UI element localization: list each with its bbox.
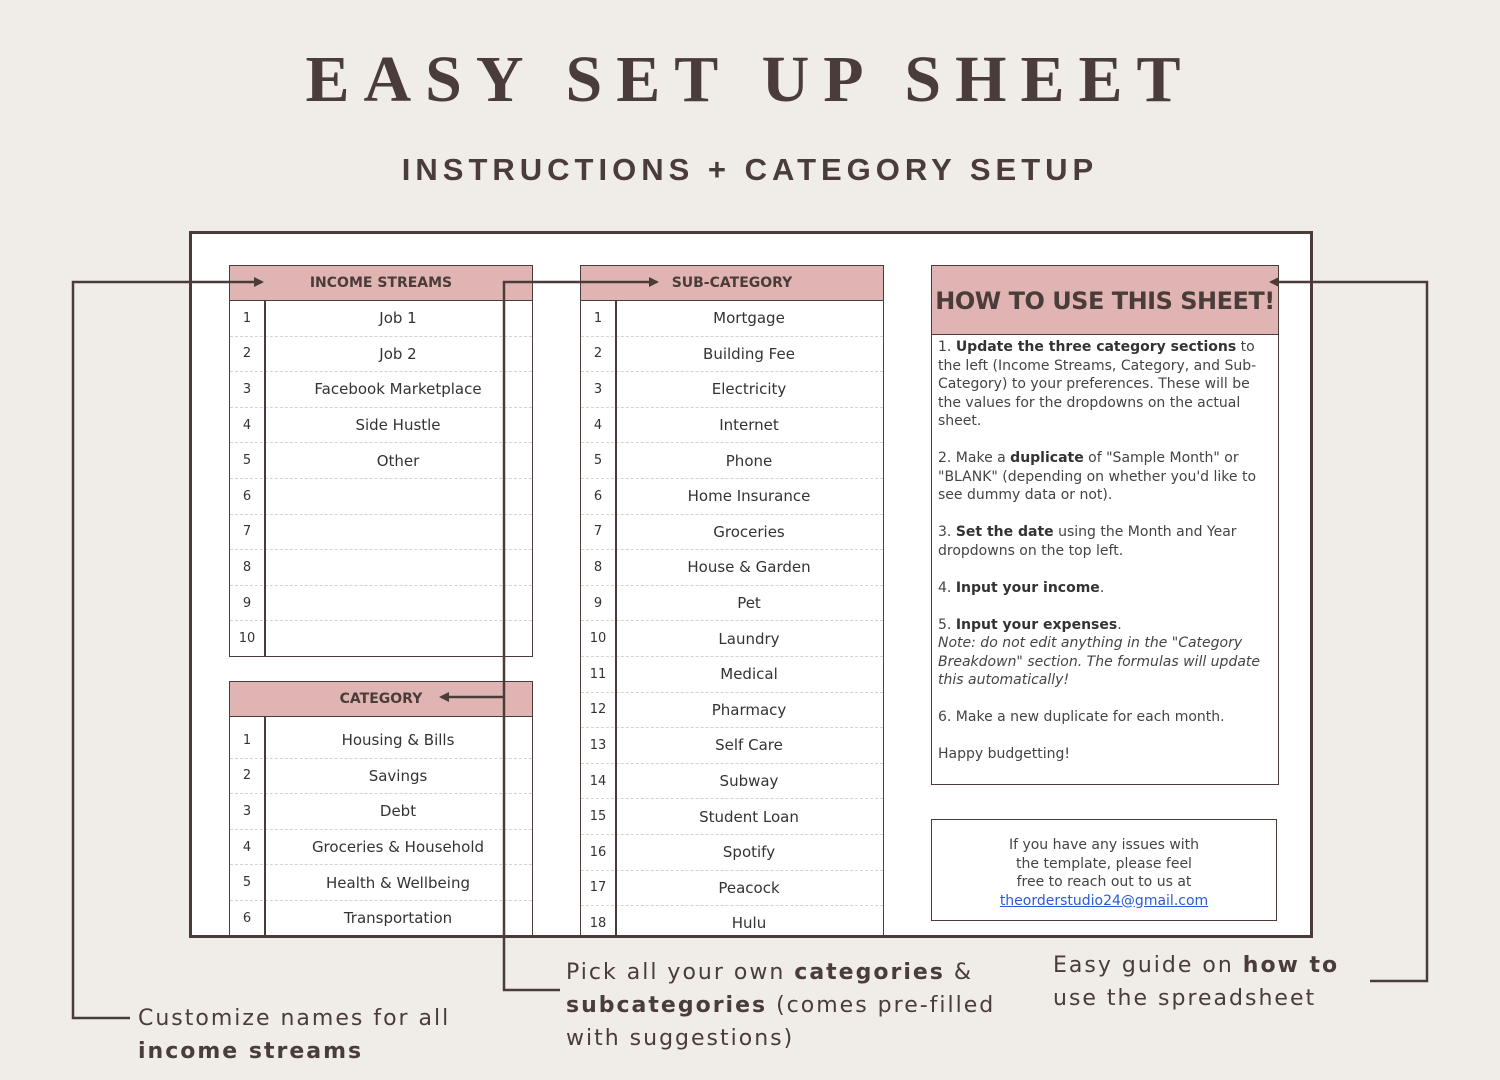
guide-caption-line-2: use the spreadsheet [1053,986,1317,1011]
income-streams-table [229,265,533,657]
income-stream-row-number: 1 [242,310,252,326]
category-row-value[interactable]: Transportation [343,909,453,928]
category-caption-amp: & [944,960,974,985]
category-row[interactable] [230,759,532,795]
sub-category-row[interactable] [581,372,883,408]
income-stream-row[interactable] [230,337,532,373]
sub-category-row-number: 12 [589,702,607,718]
income-stream-row-number: 8 [242,559,252,575]
sub-category-row-number: 2 [593,346,603,362]
category-caption-pre: Pick all your own [566,960,795,985]
income-stream-row-value[interactable]: Other [376,451,420,470]
sub-category-row-value[interactable]: Building Fee [703,344,795,363]
category-row-value[interactable]: Savings [368,766,428,785]
step-2-text-pre: 2. Make a [938,450,1011,466]
step-2-text: of "Sample Month" or "BLANK" (depending on whether you'd like to see dummy data or not). [938,450,1257,503]
page-title: EASY SET UP SHEET [305,43,1195,116]
income-stream-row-number: 4 [242,417,252,433]
sub-category-row[interactable] [581,479,883,515]
sub-category-row-number: 14 [589,773,607,789]
step-1-text: to the left (Income Streams, Category, and Sub-Category) to your preferences. These will be the values for the dropdowns on the actual sheet. [938,339,1257,429]
sub-category-row-value[interactable]: Self Care [715,736,783,755]
step-4-number: 4. [938,579,952,596]
sub-category-row-value[interactable]: Internet [719,416,779,435]
step-4-end: . [1099,579,1105,596]
sub-category-row-number: 13 [589,737,607,753]
income-stream-row-number: 5 [242,453,252,469]
sub-category-row-number: 7 [593,524,603,540]
sub-category-rows [581,301,883,938]
income-stream-row-number: 6 [242,488,252,504]
step-5-end: . [1117,616,1122,633]
sub-category-row-value[interactable]: Subway [719,772,779,791]
step-3-text: using the Month and Year dropdowns on the top left. [938,524,1237,559]
category-row[interactable] [230,794,532,830]
contact-line-1: If you have any issues with [1008,837,1200,853]
sub-category-row[interactable] [581,799,883,835]
sub-category-row[interactable] [581,871,883,907]
sub-category-row-value[interactable]: Pet [737,594,761,613]
sub-category-row-number: 15 [589,809,607,825]
sub-category-row-number: 9 [593,595,603,611]
guide-caption-bold: how to [1242,953,1340,978]
income-stream-row[interactable] [230,408,532,444]
spreadsheet-preview [189,231,1313,938]
sub-category-row[interactable] [581,550,883,586]
income-stream-row-number: 10 [238,631,256,647]
sub-category-row-number: 8 [593,559,603,575]
step-6: 6. Make a new duplicate for each month. [938,709,1225,725]
category-row[interactable] [230,830,532,866]
category-table [229,681,533,938]
sub-category-row[interactable] [581,337,883,373]
income-stream-row[interactable] [230,443,532,479]
category-caption-bold-2: subcategories [566,993,768,1018]
sub-category-row[interactable] [581,586,883,622]
sub-category-row[interactable] [581,408,883,444]
closing-text: Happy budgetting! [938,746,1071,762]
category-row-value[interactable]: Health & Wellbeing [326,873,470,892]
income-caption-bold: income streams [138,1039,364,1064]
step-1-bold: Update the three category sections [955,339,1237,355]
contact-line-2: the template, please feel [1016,855,1192,872]
step-4 [938,579,1272,598]
step-3-bold: Set the date [955,524,1054,540]
sub-category-row-number: 3 [593,381,603,397]
sub-category-row[interactable] [581,764,883,800]
sub-category-row-value[interactable]: Groceries [713,522,785,541]
sub-category-row[interactable] [581,301,883,337]
sub-category-row-value[interactable]: Home Insurance [687,487,811,506]
contact-line-3: free to reach out to us at [1016,874,1192,890]
step-2-bold: duplicate [1010,450,1084,466]
sub-category-row-value[interactable]: Mortgage [713,309,785,328]
sub-category-row[interactable] [581,657,883,693]
step-4-bold: Input your income [955,579,1100,596]
sub-category-row-value[interactable]: Student Loan [699,807,799,826]
sub-category-row[interactable] [581,443,883,479]
sub-category-row-value[interactable]: Electricity [711,380,787,399]
step-5-note: Note: do not edit anything in the "Category Breakdown" section. The formulas will update this automatically! [938,635,1261,688]
category-row[interactable] [230,901,532,936]
income-stream-row-value[interactable]: Job 2 [379,344,417,363]
sub-category-row-value[interactable]: House & Garden [687,558,811,577]
category-row[interactable] [230,723,532,759]
sub-category-row[interactable] [581,728,883,764]
step-5-bold: Input your expenses [955,616,1118,633]
category-rows [230,717,532,936]
sub-category-row-number: 17 [589,880,607,896]
sub-category-row-number: 16 [589,844,607,860]
sub-category-row-number: 4 [593,417,603,433]
category-caption-rest: (comes pre-filled [767,993,996,1018]
income-stream-row[interactable] [230,372,532,408]
sub-category-row-value[interactable]: Phone [725,451,773,470]
income-stream-row[interactable] [230,515,532,551]
income-stream-row[interactable] [230,550,532,586]
step-1-number: 1. [938,339,952,355]
sub-category-row[interactable] [581,621,883,657]
step-3-number: 3. [938,524,952,540]
how-to-instructions [932,335,1278,785]
category-row-number: 3 [242,803,252,819]
step-2 [938,449,1272,505]
sub-category-row-value[interactable]: Pharmacy [711,700,787,719]
income-caption-line-1: Customize names for all [138,1006,451,1031]
sub-category-row-value[interactable]: Peacock [718,878,780,897]
how-to-panel [931,265,1279,785]
sub-category-row-number: 6 [593,488,603,504]
sub-category-row-value[interactable]: Laundry [718,629,780,648]
sub-category-row[interactable] [581,693,883,729]
category-row[interactable] [230,865,532,901]
income-stream-row-number: 7 [242,524,252,540]
income-stream-row[interactable] [230,479,532,515]
income-stream-row[interactable] [230,621,532,656]
sub-category-row-number: 11 [589,666,607,682]
category-caption-line-3: with suggestions) [566,1026,795,1051]
step-5-number: 5. [938,616,952,633]
category-row-number: 1 [242,732,252,748]
income-stream-row-number: 3 [242,381,252,397]
income-streams-rows [230,301,532,656]
sub-category-row[interactable] [581,906,883,938]
income-caption [138,1002,450,1068]
guide-caption [1053,949,1339,1015]
sub-category-header: SUB-CATEGORY [581,266,883,301]
guide-caption-pre: Easy guide on [1053,953,1243,978]
income-stream-row-number: 2 [242,346,252,362]
contact-email-link[interactable]: theorderstudio24@gmail.com [999,892,1209,909]
step-1 [938,338,1272,431]
how-to-heading: HOW TO USE THIS SHEET! [932,266,1278,335]
contact-box [931,819,1277,921]
step-3 [938,523,1272,560]
income-stream-row[interactable] [230,586,532,622]
income-stream-row-value[interactable]: Job 1 [379,309,417,328]
income-stream-row-value[interactable]: Facebook Marketplace [314,380,482,399]
sub-category-row-number: 1 [593,310,603,326]
page-subtitle: INSTRUCTIONS + CATEGORY SETUP [401,152,1099,187]
category-row-value[interactable]: Debt [379,802,417,821]
sub-category-row-value[interactable]: Hulu [731,914,767,933]
sub-category-table [580,265,884,938]
category-caption-bold-1: categories [794,960,945,985]
category-row-number: 6 [242,910,252,926]
sub-category-row-number: 10 [589,631,607,647]
income-stream-row-value[interactable]: Side Hustle [355,416,441,435]
category-row-number: 4 [242,839,252,855]
category-header: CATEGORY [230,682,532,717]
sub-category-row-number: 18 [589,915,607,931]
sub-category-row-value[interactable]: Medical [720,665,778,684]
sub-category-row-number: 5 [593,453,603,469]
sub-category-row[interactable] [581,835,883,871]
income-streams-header: INCOME STREAMS [230,266,532,301]
category-row-value[interactable]: Housing & Bills [341,731,455,750]
step-5 [938,616,1272,690]
sub-category-row-value[interactable]: Spotify [722,843,776,862]
category-row-number: 5 [242,875,252,891]
income-stream-row-number: 9 [242,595,252,611]
sub-category-row[interactable] [581,515,883,551]
category-row-value[interactable]: Groceries & Household [311,838,485,857]
category-row-number: 2 [242,768,252,784]
income-stream-row[interactable] [230,301,532,337]
category-caption [566,956,995,1055]
